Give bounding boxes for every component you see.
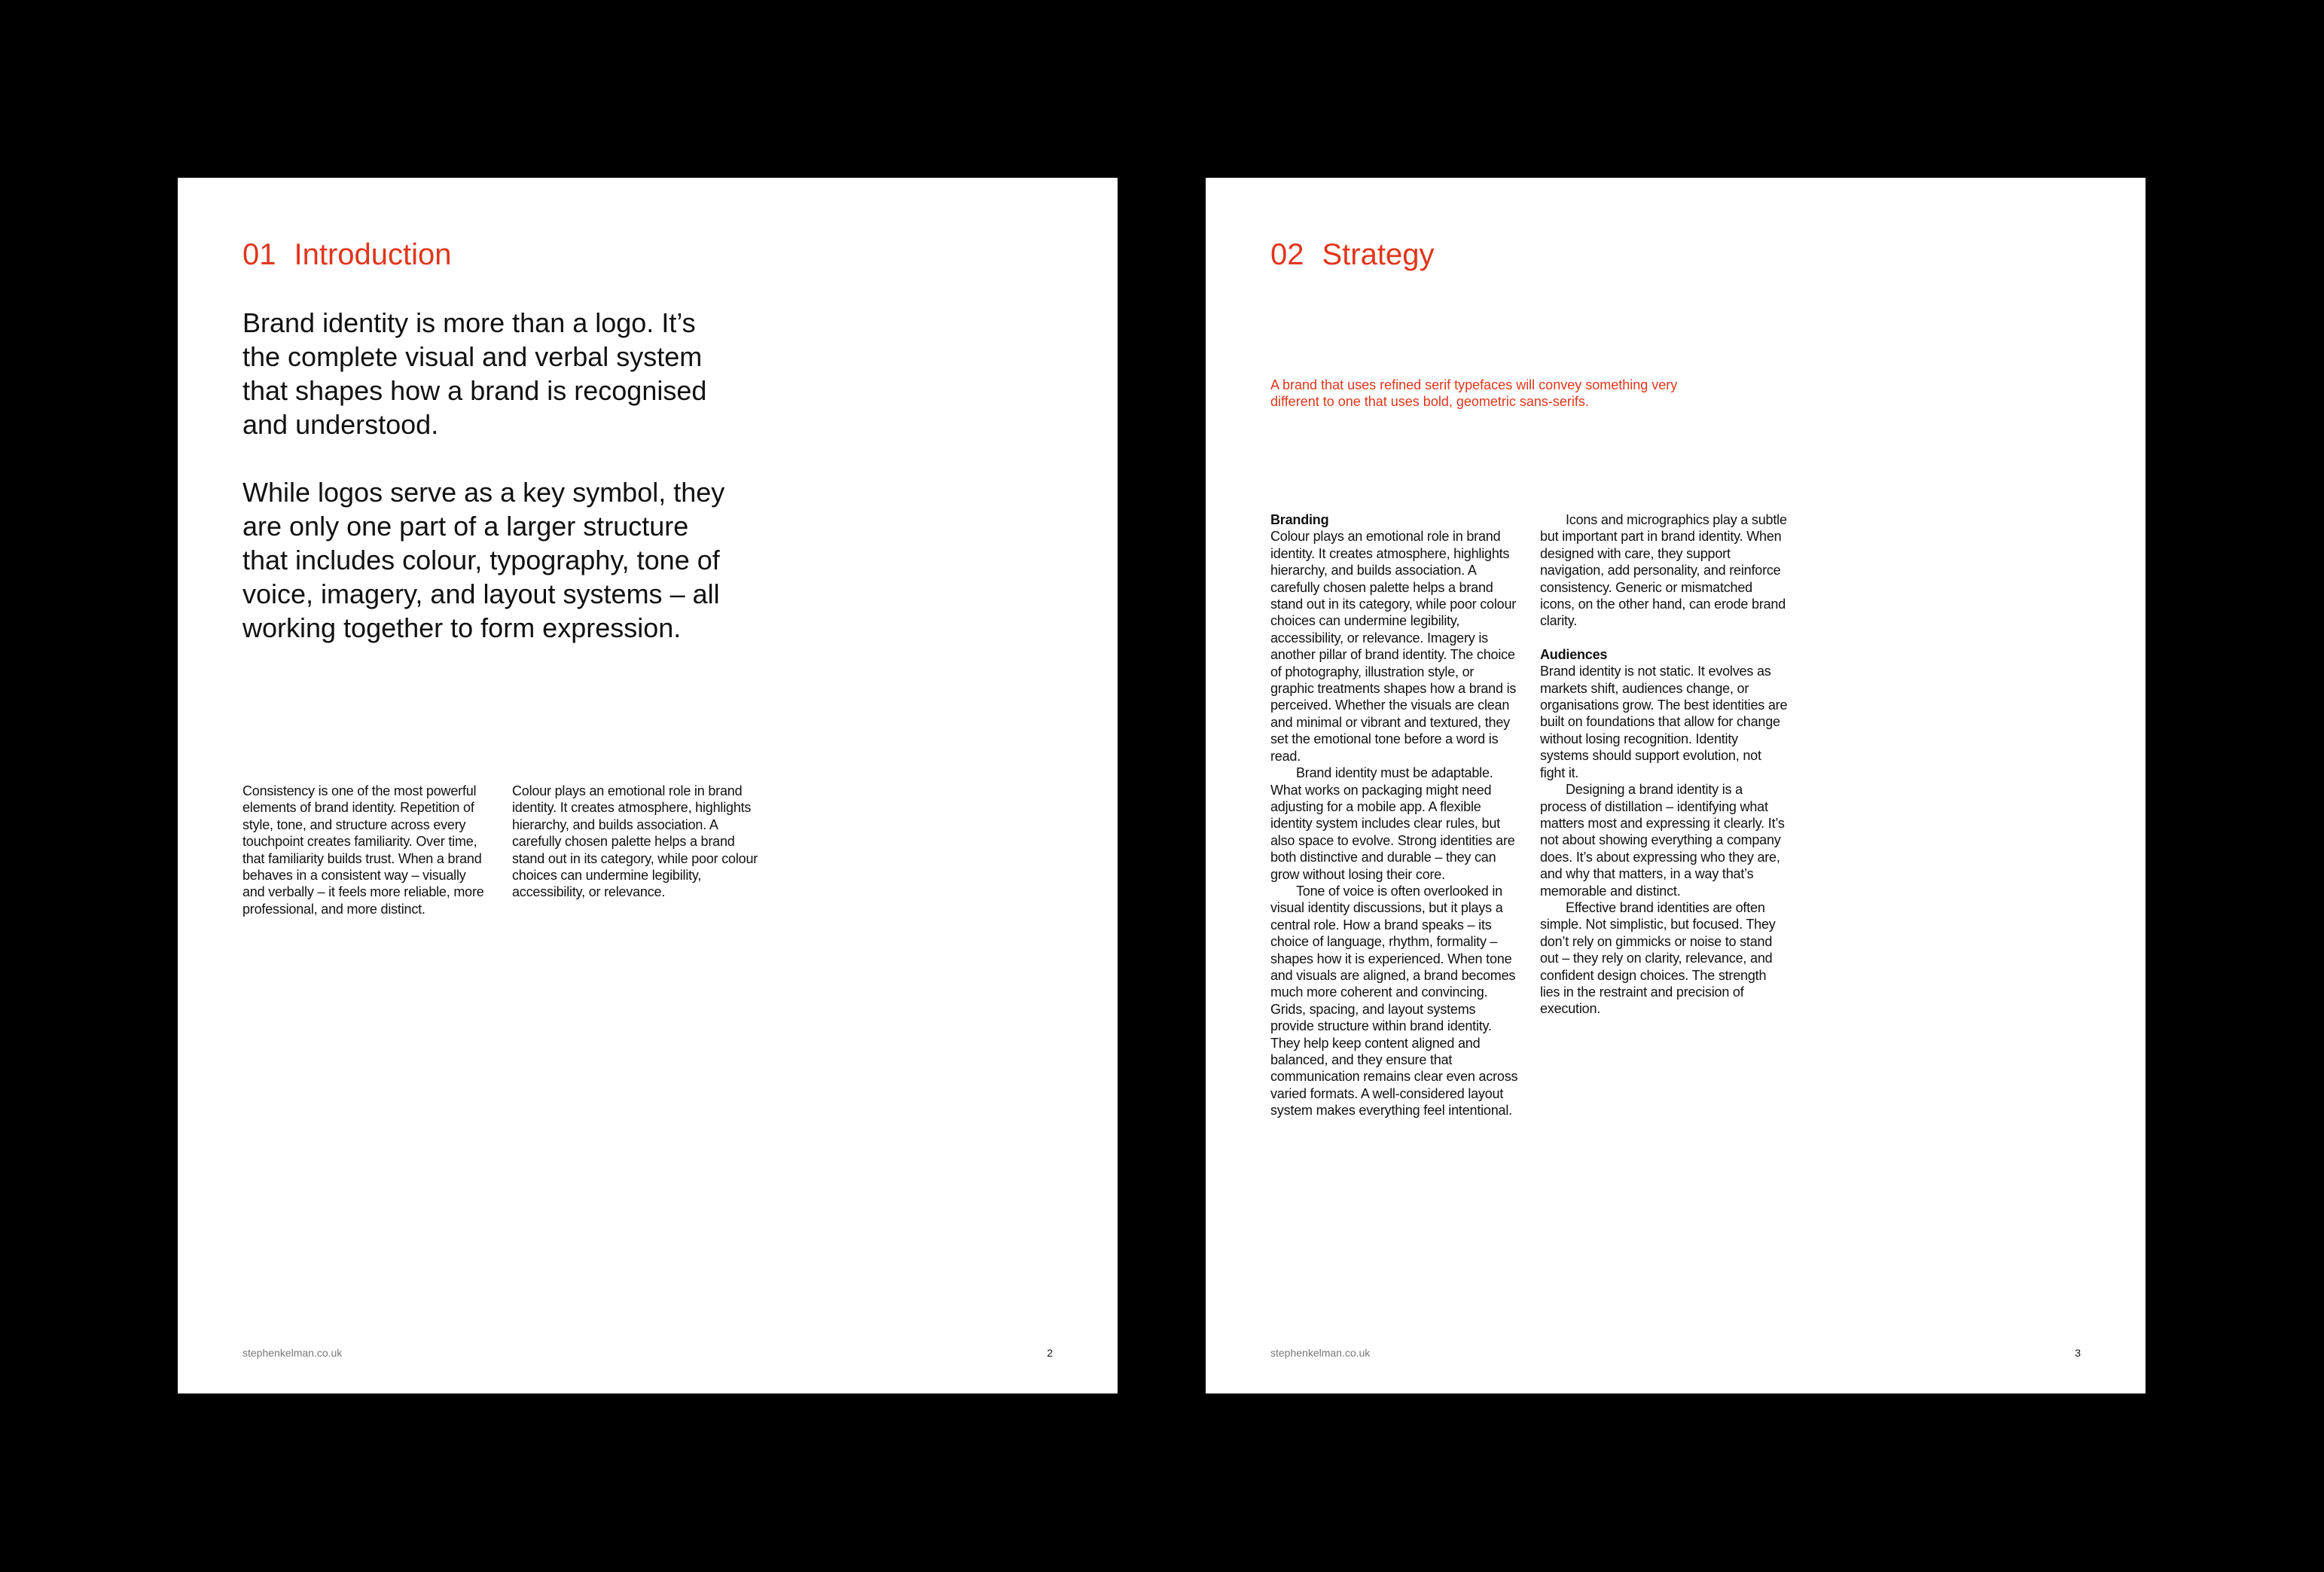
section-title: Introduction	[294, 238, 452, 271]
body-column-right	[512, 783, 761, 901]
body-paragraph: Brand identity must be adaptable. What works on packaging might need adjusting for a mobile app. A flexible identity system includes clear rules, but also space to evolve. Strong identities are both distinctive and durable – they can grow without losing their core.	[1270, 765, 1515, 882]
footer-page-number: 2	[1047, 1347, 1053, 1359]
body-paragraph: Tone of voice is often overlooked in visual identity discussions, but it plays a central role. How a brand speaks – its choice of language, rhythm, formality – shapes how it is experienced. When tone and visuals are aligned, a brand becomes much more coherent and convincing. Grids, spacing, and layout systems provide structure within brand identity. They help keep content aligned and balanced, and they ensure that communication remains clear even across varied formats. A well-considered layout system makes everything feel intentional.	[1270, 883, 1518, 1119]
footer-website: stephenkelman.co.uk	[1270, 1347, 1371, 1359]
body-paragraph: Consistency is one of the most powerful elements of brand identity. Repetition of style, tone, and structure across every touchpoint creates familiarity. Over time, that familiarity builds trust. When a brand behaves in a consistent way – visually and verbally – it feels more reliable, more professional, and more distinct.	[242, 783, 484, 917]
body-paragraph: Colour plays an emotional role in brand identity. It creates atmosphere, highlights hierarchy, and builds association. A carefully chosen palette helps a brand stand out in its category, while poor colour choices can undermine legibility, accessibility, or relevance. Imagery is another pillar of brand identity. The choice of photography, illustration style, or graphic treatments shapes how a brand is perceived. Whether the visuals are clean and minimal or vibrant and textured, they set the emotional tone before a word is read.	[1270, 529, 1517, 764]
lede-paragraph: Brand identity is more than a logo. It’s the complete visual and verbal system that shapes how a brand is recognised and understood.	[242, 307, 707, 440]
body-column-right	[1540, 511, 1789, 1018]
lede-paragraph: While logos serve as a key symbol, they are only one part of a larger structure that includes colour, typography, tone of voice, imagery, and layout systems – all working together to form expression.	[242, 477, 725, 643]
subheading-branding: Branding	[1270, 512, 1329, 527]
section-number: 02	[1270, 238, 1304, 271]
pull-quote: A brand that uses refined serif typefaces will convey something very different to one that uses bold, geometric sans-serifs.	[1270, 377, 1678, 410]
body-paragraph: Icons and micrographics play a subtle but important part in brand identity. When designed with care, they support navigation, add personality, and reinforce consistency. Generic or mismatched icons, on the other hand, can erode brand clarity.	[1540, 512, 1787, 629]
body-paragraph: Designing a brand identity is a process of distillation – identifying what matters most and expressing it clearly. It’s not about showing everything a company does. It’s about expressing who they are, and why that matters, in a way that’s memorable and distinct.	[1540, 782, 1785, 899]
body-column-left	[242, 783, 491, 917]
lede-text	[242, 306, 740, 679]
body-paragraph: Brand identity is not static. It evolves as markets shift, audiences change, or organisations grow. The best identities are built on foundations that allow for change without losing recognition. Identity systems should support evolution, not fight it.	[1540, 664, 1788, 780]
subheading-audiences: Audiences	[1540, 646, 1608, 662]
page-strategy	[1206, 178, 2146, 1393]
section-number: 01	[242, 238, 276, 271]
section-heading-strategy	[1270, 237, 1434, 273]
body-paragraph: Effective brand identities are often simple. Not simplistic, but focused. They don’t rely on gimmicks or noise to stand out – they rely on clarity, relevance, and confident design choices. The strength lies in the restraint and precision of execution.	[1540, 899, 1776, 1017]
page-introduction	[178, 178, 1118, 1393]
footer-page-number: 3	[2075, 1347, 2081, 1359]
body-paragraph: Colour plays an emotional role in brand identity. It creates atmosphere, highlights hierarchy, and builds association. A carefully chosen palette helps a brand stand out in its category, while poor colour choices can undermine legibility, accessibility, or relevance.	[512, 783, 758, 900]
section-heading-introduction	[242, 237, 452, 273]
body-column-left	[1270, 511, 1519, 1119]
section-title: Strategy	[1322, 238, 1435, 271]
footer-website: stephenkelman.co.uk	[242, 1347, 343, 1359]
paragraph-spacer	[1540, 630, 1789, 646]
